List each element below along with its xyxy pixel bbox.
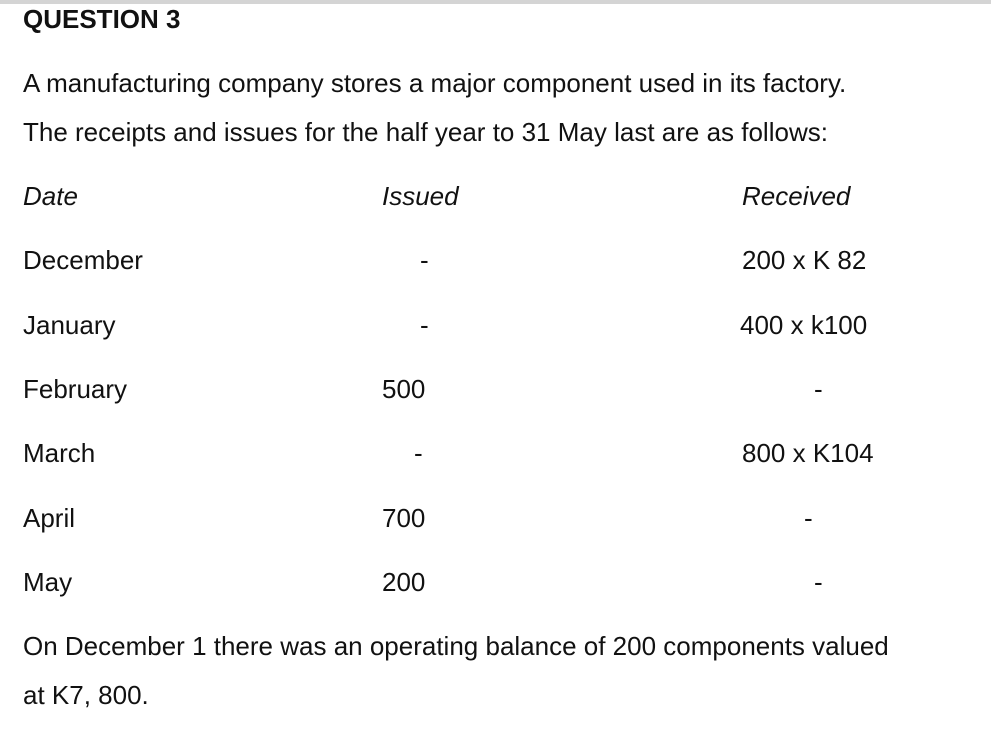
- row-received: -: [814, 567, 823, 597]
- row-issued: 500: [382, 374, 426, 404]
- row-date: February: [23, 374, 128, 404]
- row-issued: 200: [382, 567, 426, 597]
- row-issued: 700: [382, 503, 426, 533]
- closing-line-2: at K7, 800.: [23, 680, 149, 710]
- header-received: Received: [742, 181, 851, 211]
- header-date: Date: [23, 181, 78, 211]
- row-received: -: [814, 374, 823, 404]
- row-date: April: [23, 503, 76, 533]
- row-received: 800 x K104: [742, 438, 874, 468]
- row-date: January: [23, 310, 116, 340]
- question-heading: QUESTION 3: [23, 4, 181, 34]
- row-issued: -: [420, 310, 429, 340]
- row-issued: -: [414, 438, 423, 468]
- row-received: 400 x k100: [740, 310, 868, 340]
- row-date: May: [23, 567, 73, 597]
- row-date: March: [23, 438, 96, 468]
- row-received: -: [804, 503, 813, 533]
- row-issued: -: [420, 245, 429, 275]
- row-received: 200 x K 82: [742, 245, 867, 275]
- closing-line-1: On December 1 there was an operating balance of 200 components valued: [23, 631, 889, 661]
- header-issued: Issued: [382, 181, 459, 211]
- intro-line-1: A manufacturing company stores a major component used in its factory.: [23, 68, 847, 98]
- intro-line-2: The receipts and issues for the half year to 31 May last are as follows:: [23, 117, 828, 147]
- row-date: December: [23, 245, 143, 275]
